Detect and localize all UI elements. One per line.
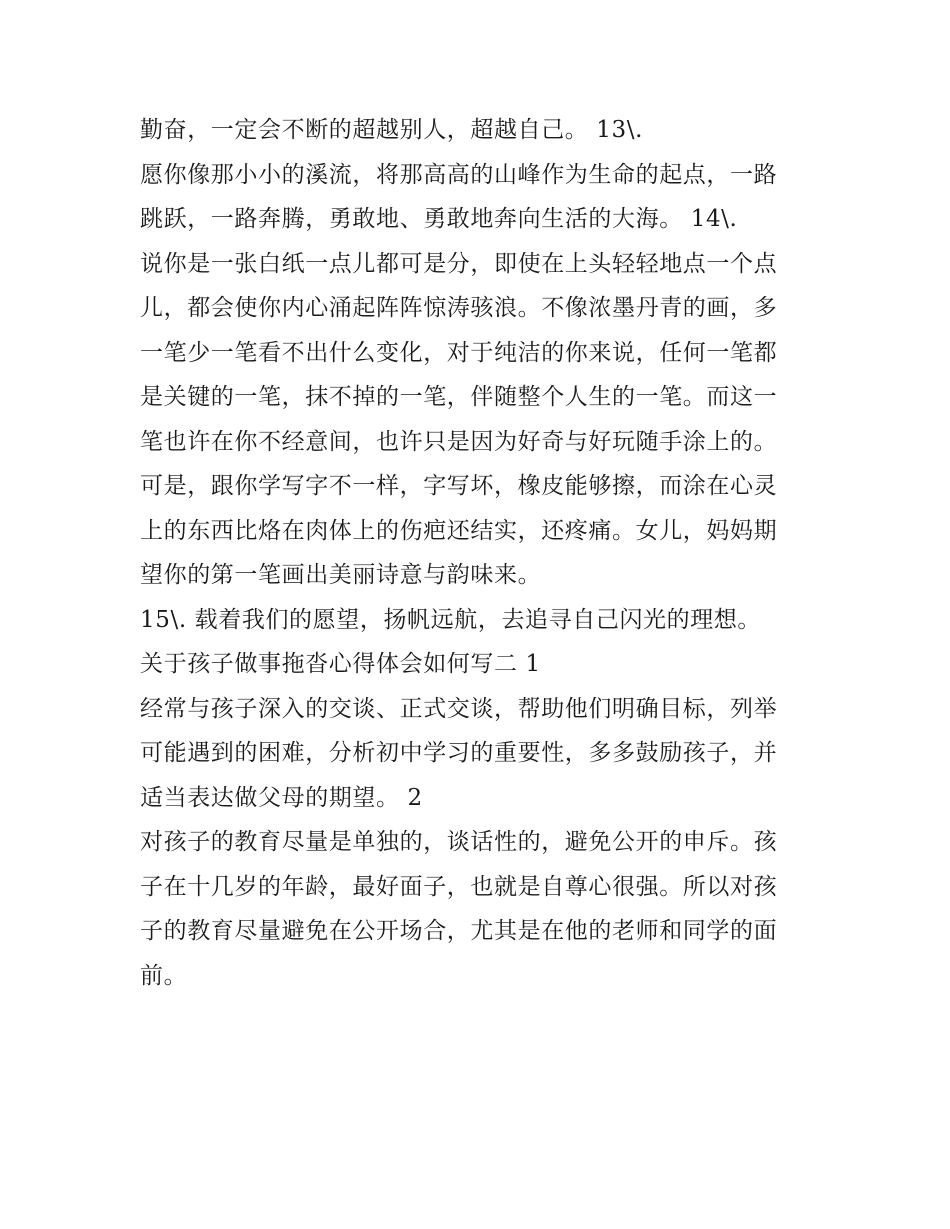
document-page — [140, 108, 820, 998]
text-line: 笔也许在你不经意间，也许只是因为好奇与好玩随手涂上的。 — [140, 428, 778, 455]
text-line: 是关键的一笔，抹不掉的一笔，伴随整个人生的一笔。而这一 — [140, 384, 778, 410]
text-line: 上的东西比烙在肉体上的伤疤还结实，还疼痛。女儿，妈妈期 — [140, 517, 778, 544]
text-line: 说你是一张白纸一点儿都可是分，即使在上头轻轻地点一个点 — [140, 250, 778, 277]
section-heading: 关于孩子做事拖沓心得体会如何写二 1 — [140, 651, 541, 677]
text-line: 子在十几岁的年龄，最好面子，也就是自尊心很强。所以对孩 — [140, 873, 778, 900]
text-line: 一笔少一笔看不出什么变化，对于纯洁的你来说，任何一笔都 — [140, 339, 778, 366]
text-line: 前。 — [140, 962, 188, 989]
text-line: 儿，都会使你内心涌起阵阵惊涛骇浪。不像浓墨丹青的画，多 — [140, 295, 778, 321]
text-line: 适当表达做父母的期望。 2 — [140, 784, 423, 811]
text-line: 望你的第一笔画出美丽诗意与韵味来。 — [140, 562, 542, 588]
text-line: 可能遇到的困难，分析初中学习的重要性，多多鼓励孩子，并 — [140, 740, 778, 766]
text-line: 可是，跟你学写字不一样，字写坏，橡皮能够擦，而涂在心灵 — [140, 473, 778, 499]
text-line: 勤奋，一定会不断的超越别人，超越自己。 13\. — [140, 117, 644, 143]
text-line: 15\. 载着我们的愿望，扬帆远航，去追寻自己闪光的理想。 — [140, 606, 762, 633]
text-line: 跳跃，一路奔腾，勇敢地、勇敢地奔向生活的大海。 14\. — [140, 206, 738, 232]
text-line: 愿你像那小小的溪流，将那高高的山峰作为生命的起点，一路 — [140, 161, 778, 188]
text-line: 子的教育尽量避免在公开场合，尤其是在他的老师和同学的面 — [140, 918, 778, 944]
text-line: 经常与孩子深入的交谈、正式交谈，帮助他们明确目标，列举 — [140, 695, 778, 722]
text-line: 对孩子的教育尽量是单独的，谈话性的，避免公开的申斥。孩 — [140, 829, 778, 855]
